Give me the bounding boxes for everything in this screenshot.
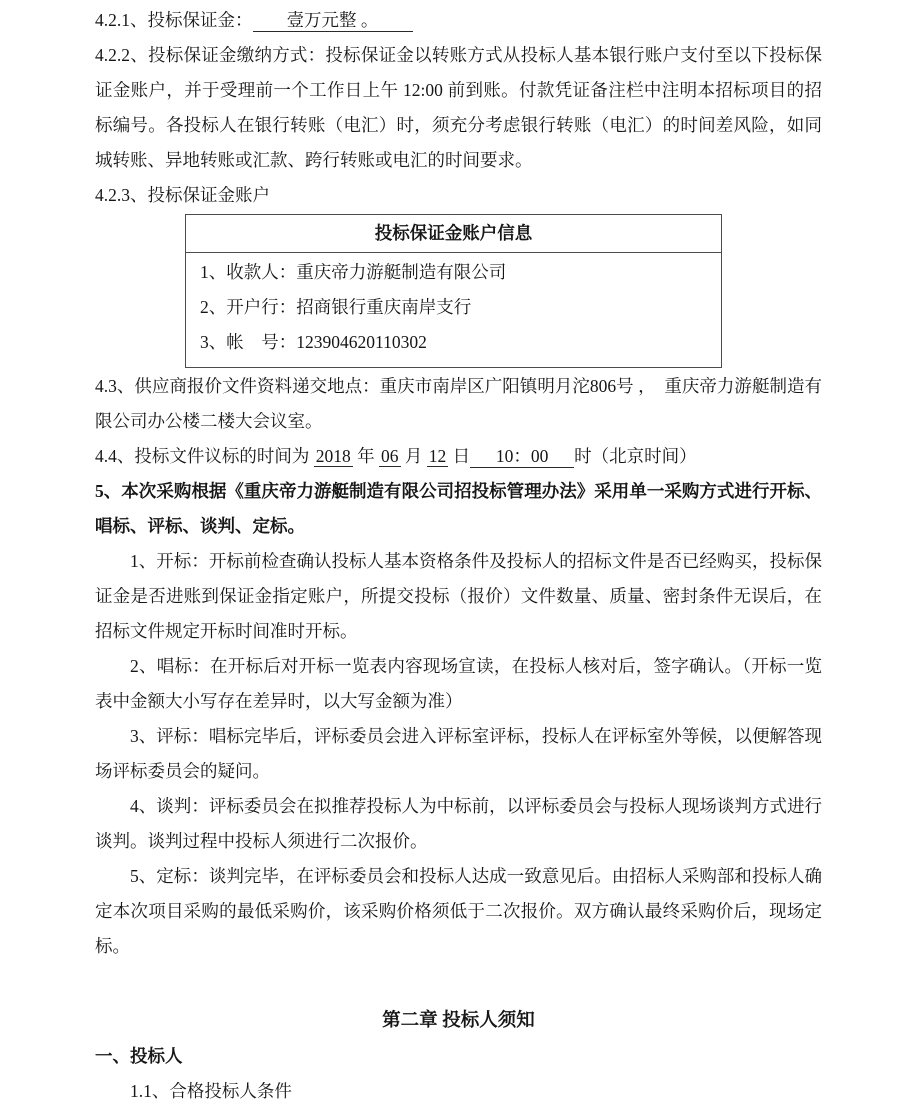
clause-4-2-1-label: 4.2.1、投标保证金： (95, 10, 253, 30)
deposit-table-header-row (186, 215, 722, 253)
clause-4-2-1 (95, 3, 822, 38)
day-unit: 日 (452, 446, 471, 466)
step-award-decision: 5、定标：谈判完毕，在评标委员会和投标人达成一致意见后。由招标人采购部和投标人确定本次项目采购的最低采购价，该采购价格须低于二次报价。双方确认最终采购价后，现场定标。 (95, 866, 822, 956)
deposit-account-table (185, 214, 722, 368)
clause-4-4-suffix: 时（北京时间） (574, 446, 697, 466)
step-negotiation: 4、谈判：评标委员会在拟推荐投标人为中标前，以评标委员会与投标人现场谈判方式进行谈判。谈判过程中投标人须进行二次报价。 (95, 796, 822, 851)
clause-4-4-prefix: 4.4、投标文件议标的时间为 (95, 446, 310, 466)
table-row-bank: 2、开户行：招商银行重庆南岸支行 (200, 297, 472, 317)
clause-4-4 (95, 439, 822, 474)
table-row-payee: 1、收款人：重庆帝力游艇制造有限公司 (200, 262, 507, 282)
chapter-2-title: 第二章 投标人须知 (382, 1011, 535, 1031)
deposit-table-body-row (186, 253, 722, 368)
clause-4-2-3: 4.2.3、投标保证金账户 (95, 185, 270, 205)
bid-day-value: 12 (428, 446, 447, 466)
bid-time-value: 10：00 (470, 445, 574, 468)
step-bid-opening: 1、开标：开标前检查确认投标人基本资格条件及投标人的招标文件是否已经购买，投标保证金是否进账到保证金指定账户，所提交投标（报价）文件数量、质量、密封条件无误后，在招标文件规定开标时间准时开标。 (95, 551, 822, 641)
clause-4-3: 4.3、供应商报价文件资料递交地点：重庆市南岸区广阳镇明月沱806号 ， 重庆帝力游艇制造有限公司办公楼二楼大会议室。 (95, 376, 822, 431)
bid-year-value: 2018 (315, 446, 351, 466)
step-bid-reading: 2、唱标：在开标后对开标一览表内容现场宣读，在投标人核对后，签字确认。（开标一览表中金额大小写存在差异时，以大写金额为准） (95, 656, 822, 711)
clause-4-2-2: 4.2.2、投标保证金缴纳方式：投标保证金以转账方式从投标人基本银行账户支付至以下投标保证金账户，并于受理前一个工作日上午 12:00 前到账。付款凭证备注栏中注明本招标项目的招标编号。各投标人在银行转账（电汇）时，须充分考虑银行转账（电汇）的时间差风险，如同城转账、异地转账或汇款、跨行转账或电汇的时间要求。 (95, 45, 822, 170)
bid-month-value: 06 (381, 446, 399, 466)
section-bidders-heading: 一、投标人 (95, 1046, 183, 1066)
year-unit: 年 (357, 446, 375, 466)
table-row-account-number: 3、帐 号：123904620110302 (200, 332, 427, 352)
deposit-table-body-cell (186, 253, 722, 368)
deposit-amount-blank: 壹万元整 。 (253, 9, 413, 32)
clause-5-procurement-method: 5、本次采购根据《重庆帝力游艇制造有限公司招投标管理办法》采用单一采购方式进行开标、唱标、评标、谈判、定标。 (95, 481, 822, 536)
step-bid-evaluation: 3、评标：唱标完毕后，评标委员会进入评标室评标，投标人在评标室外等候，以便解答现场评标委员会的疑问。 (95, 726, 822, 781)
clause-1-1-qualified-bidders: 1.1、合格投标人条件 (130, 1081, 292, 1101)
month-unit: 月 (404, 446, 423, 466)
deposit-table-title: 投标保证金账户信息 (186, 215, 722, 253)
